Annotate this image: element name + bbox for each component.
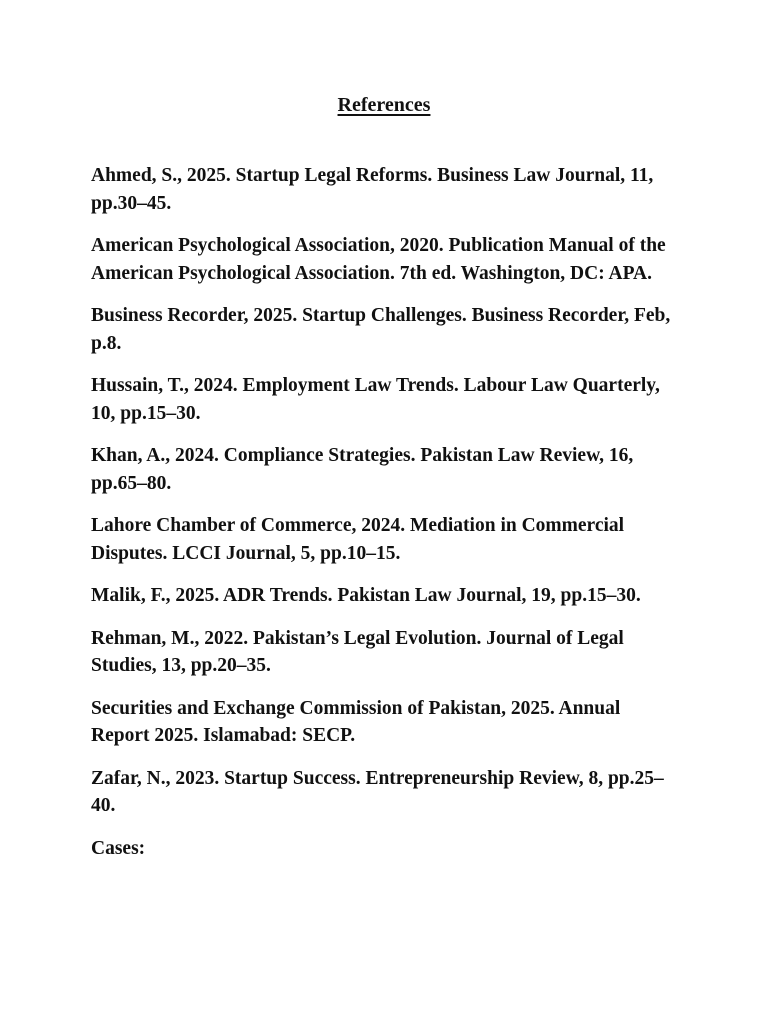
reference-entry: Securities and Exchange Commission of Pakistan, 2025. Annual Report 2025. Islamabad: SECP. <box>91 697 621 746</box>
reference-list <box>91 162 683 862</box>
reference-entry: Ahmed, S., 2025. Startup Legal Reforms. Business Law Journal, 11, pp.30–45. <box>91 165 654 214</box>
reference-entry: Rehman, M., 2022. Pakistan’s Legal Evolution. Journal of Legal Studies, 13, pp.20–35. <box>91 627 624 676</box>
page-title: References <box>337 94 431 116</box>
reference-entry: Khan, A., 2024. Compliance Strategies. Pakistan Law Review, 16, pp.65–80. <box>91 445 634 494</box>
reference-entry: Business Recorder, 2025. Startup Challenges. Business Recorder, Feb, p.8. <box>91 305 671 354</box>
reference-entry: Hussain, T., 2024. Employment Law Trends. Labour Law Quarterly, 10, pp.15–30. <box>91 375 660 424</box>
cases-heading: Cases: <box>91 837 146 859</box>
reference-entry: Malik, F., 2025. ADR Trends. Pakistan Law Journal, 19, pp.15–30. <box>91 585 641 606</box>
reference-entry: Zafar, N., 2023. Startup Success. Entrepreneurship Review, 8, pp.25–40. <box>91 767 664 816</box>
reference-entry: American Psychological Association, 2020. Publication Manual of the American Psychological Association. 7th ed. Washington, DC: APA. <box>91 235 666 284</box>
reference-entry: Lahore Chamber of Commerce, 2024. Mediation in Commercial Disputes. LCCI Journal, 5, pp.10–15. <box>91 515 625 564</box>
